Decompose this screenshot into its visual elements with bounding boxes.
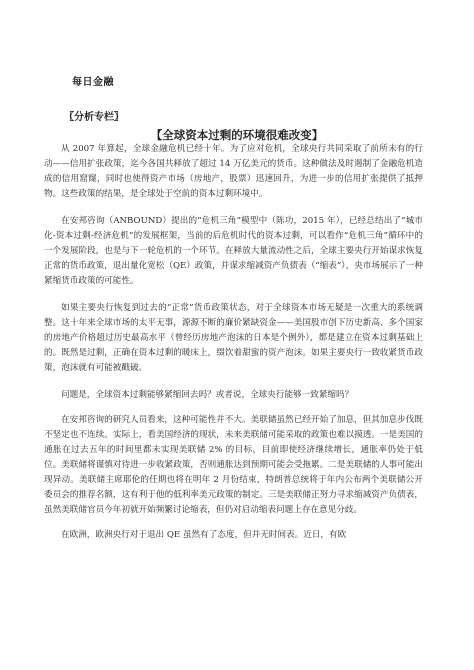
paragraph-4: 问题是，全球资本过剩能够紧缩回去吗？或者说，全球央行能够一致紧缩吗？ — [61, 390, 354, 400]
paragraph-1: 从 2007 年算起，全球金融危机已经十年。为了应对危机，全球央行共同采取了前所未有的行动——信用扩张政策，迄今各国共释放了超过 14 万亿美元的货币。这种做法及时遏制了金融危机造成的信用窟窿，同时也使得资产市场（房地产，股票）迅速回升，为进一步的信用扩张提供了抵押物。这些政策的结果，是全球处于空前的资本过剩环境中。 — [44, 144, 423, 199]
publication-header: 每日金融 — [72, 77, 114, 88]
paragraph-3: 如果主要央行恢复到过去的“正常”货币政策状态，对于全球资本市场无疑是一次重大的系统调整。这十年来全球市场的太平无事，源源不断的廉价紧缺资金——美国股市创下历史新高、多个国家的房地产价格超过历史最高水平（曾经历房地产泡沫的日本是个例外），都是建立在资本过剩基础上的。既然是过剩，正确在资本过剩的暖床上，缀饮着甜蜜的资产泡沫。如果主要央行一致收紧货币政策，泡沫就有可能被戳破。 — [44, 303, 423, 373]
paragraph-5: 在安邦咨询的研究人员看来，这种可能性并不大。美联储虽然已经开始了加息，但其加息步伐既不坚定也不连续。实际上，看美国经济的现状，未来美联储可能采取的政策也难以摸透。一是美国的通胀在过去五年的时间里都未实现美联储 2% 的目标，目前即使经济继续增长，通胀率仍处于低位。美联储将谨慎对待进一步收紧政策，否则通胀达到预期可能会受拖累。二是美联储的人事可能出现异动。美联储主席耶伦的任期也将在明年 2 月份结束，特朗普总统将于年内公布两个美联储公开委员会的推荐名额，这有利于他的低利率美元政策的制定。三是美联储正努力寻求缩减资产负债表，虽然美联储官员今年初就开始频繁讨论缩表，但仍对启动缩表问题上存在意见分歧。 — [44, 415, 423, 515]
section-tag: 〖分析专栏〗 — [64, 112, 124, 123]
article-body — [44, 142, 423, 555]
paragraph-6: 在欧洲，欧洲央行对于退出 QE 虽然有了态度，但并无时间表。近日，有欧 — [61, 530, 347, 540]
article-title: 【全球资本过剩的环境很难改变】 — [150, 128, 324, 142]
paragraph-2: 在安邦咨询（ANBOUND）提出的“危机三角”模型中（陈功，2015 年），已经总结出了“城市化-资本过剩-经济危机”的发展框架，当前的后危机时代的资本过剩，可以看作“危机三角”循环中的一个发展阶段，也是与下一轮危机的一个环节。在释放大量流动性之后，全球主要央行开始谋求恢复正常的货币政策，退出量化宽松（QE）政策，并谋求缩减资产负债表（“缩表”），央市场展示了一种紧缩货币政策的可能性。 — [44, 216, 423, 286]
